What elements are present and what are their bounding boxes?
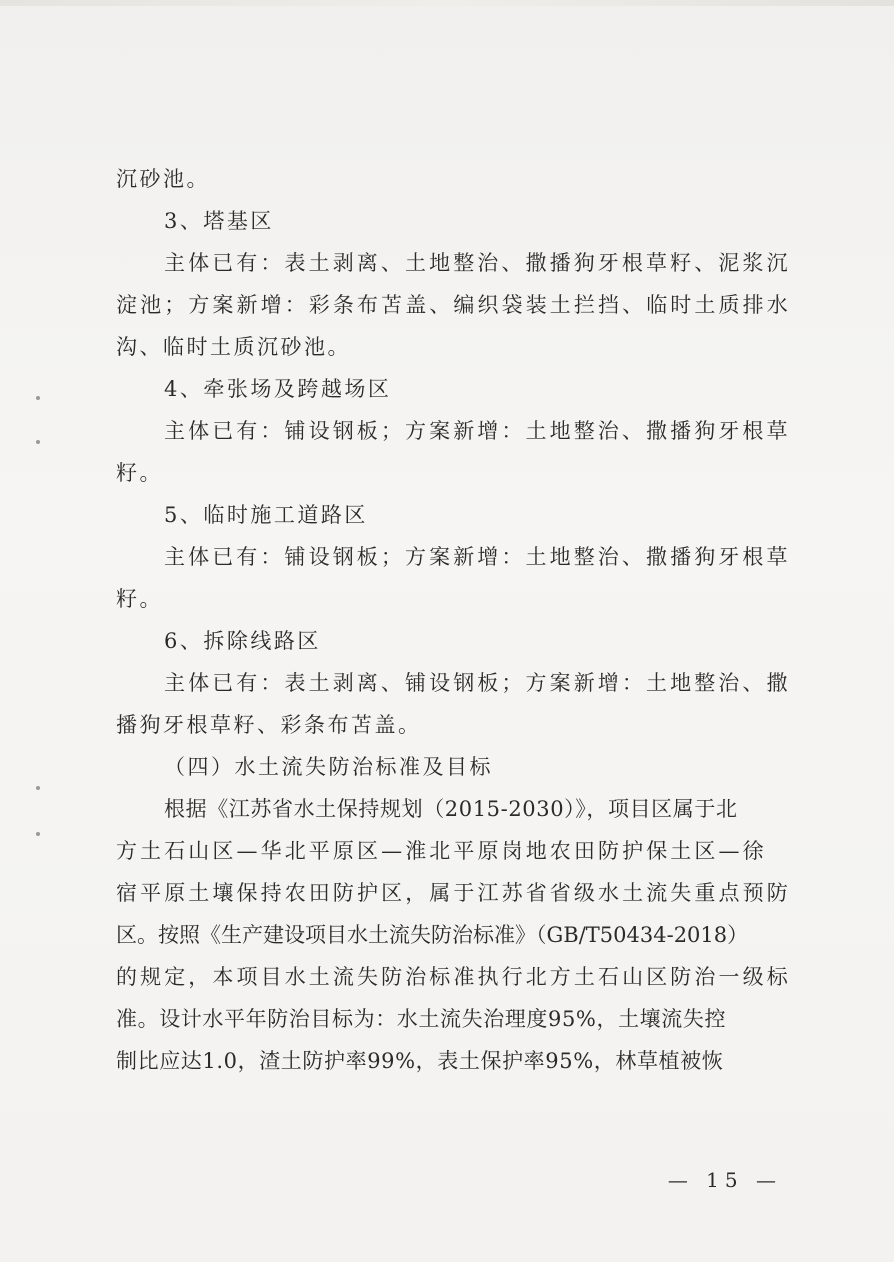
text-line: 主体已有：铺设钢板；方案新增：土地整治、撒播狗牙根草: [164, 545, 791, 569]
section-heading-tension-field: 4、牵张场及跨越场区: [164, 377, 392, 401]
text-line: 方土石山区—华北平原区—淮北平原岗地农田防护保土区—徐: [116, 839, 767, 863]
body-text: [116, 158, 791, 1082]
text-line: 宿平原土壤保持农田防护区，属于江苏省省级水土流失重点预防: [116, 881, 791, 905]
scan-speck: [36, 832, 40, 836]
text-line: 制比应达1.0，渣土防护率99%，表土保护率95%，林草植被恢: [116, 1049, 724, 1073]
scan-speck: [36, 396, 40, 400]
text-line: 主体已有：铺设钢板；方案新增：土地整治、撒播狗牙根草: [164, 419, 791, 443]
text-line: 沉砂池。: [116, 167, 210, 191]
text-line: 主体已有：表土剥离、土地整治、撒播狗牙根草籽、泥浆沉: [164, 251, 791, 275]
text-line: 准。设计水平年防治目标为：水土流失治理度95%，土壤流失控: [116, 1007, 727, 1031]
text-line: 播狗牙根草籽、彩条布苫盖。: [116, 713, 422, 737]
page-number: — 15 —: [667, 1168, 782, 1192]
text-line: 籽。: [116, 587, 163, 611]
section-heading-temp-road: 5、临时施工道路区: [164, 503, 368, 527]
text-line: 区。按照《生产建设项目水土流失防治标准》（GB/T50434-2018）: [116, 923, 749, 947]
scan-top-edge: [0, 0, 894, 6]
text-line: 根据《江苏省水土保持规划（2015-2030）》，项目区属于北: [164, 797, 738, 821]
text-line: 籽。: [116, 461, 163, 485]
text-line: 沟、临时土质沉砂池。: [116, 335, 351, 359]
scan-speck: [36, 786, 40, 790]
text-line: 淀池；方案新增：彩条布苫盖、编织袋装土拦挡、临时土质排水: [116, 293, 791, 317]
text-line: 的规定，本项目水土流失防治标准执行北方土石山区防治一级标: [116, 965, 791, 989]
scan-speck: [36, 440, 40, 444]
section-heading-demolition: 6、拆除线路区: [164, 629, 321, 653]
section-heading-standards: （四）水土流失防治标准及目标: [164, 755, 493, 779]
text-line: 主体已有：表土剥离、铺设钢板；方案新增：土地整治、撒: [164, 671, 791, 695]
section-heading-tower-base: 3、塔基区: [164, 209, 274, 233]
